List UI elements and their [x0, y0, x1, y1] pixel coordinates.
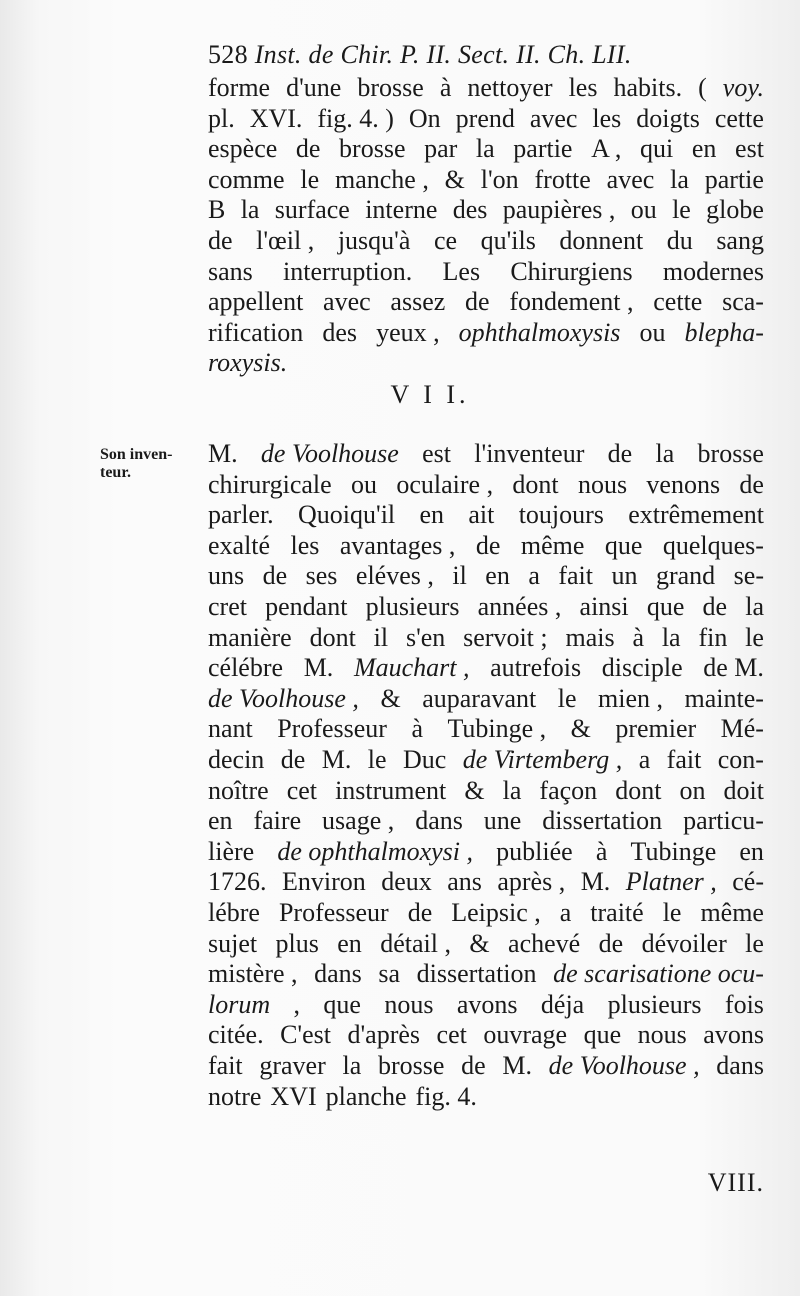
word: que — [323, 989, 361, 1019]
text-line — [208, 72, 764, 103]
text-line — [208, 805, 764, 836]
word: fait — [208, 1051, 243, 1080]
word: ou — [630, 195, 657, 225]
word: un — [611, 561, 638, 591]
word: lébre — [208, 898, 260, 927]
word: citée. — [208, 1020, 264, 1050]
text-line — [208, 438, 764, 469]
word: brosse — [377, 1051, 445, 1080]
text-line — [208, 713, 764, 744]
text-line — [208, 286, 764, 317]
word: par — [424, 134, 458, 164]
word: fondement , — [509, 287, 634, 317]
word: déja — [540, 989, 585, 1019]
word: cet — [436, 1020, 467, 1050]
word: mistère , — [208, 959, 298, 989]
word: M. — [208, 439, 238, 468]
word: disciple — [601, 653, 683, 683]
word: à — [595, 836, 608, 866]
word: toujours — [518, 500, 604, 530]
running-title: Inst. de Chir. P. II. Sect. II. Ch. LII. — [254, 40, 632, 69]
text-line — [208, 164, 764, 195]
word: fig. 4. — [415, 1081, 477, 1111]
running-header — [208, 40, 768, 70]
word: nous — [577, 469, 628, 499]
word: les — [568, 73, 598, 102]
word: dissertation — [416, 959, 537, 989]
word: les — [290, 530, 320, 560]
word: Les — [442, 256, 481, 286]
word: & — [444, 164, 465, 194]
word: interruption. — [283, 256, 413, 286]
text-line — [208, 194, 764, 225]
word: des — [322, 317, 358, 347]
word: 1726. — [208, 867, 267, 897]
word: ans — [447, 867, 482, 897]
word: manière — [208, 622, 292, 652]
word: de — [598, 928, 624, 958]
word: voy. — [722, 73, 764, 102]
word: de — [739, 469, 764, 499]
word: en — [337, 928, 362, 958]
word: ( — [698, 73, 707, 102]
word: la — [502, 775, 522, 805]
word: même — [700, 898, 764, 927]
word: venons — [646, 469, 721, 499]
word: Mé- — [720, 714, 764, 744]
word: façon — [539, 775, 598, 805]
text-line — [208, 622, 764, 653]
word: ouvrage — [483, 1020, 568, 1050]
word: nant — [208, 714, 253, 744]
word: avec — [529, 103, 578, 133]
word: à — [439, 73, 452, 102]
text-line — [208, 317, 764, 348]
word: ou — [351, 469, 378, 499]
word: de scarisatione ocu- — [553, 959, 764, 989]
text-line — [208, 836, 764, 867]
word: fig. 4. ) — [317, 103, 394, 133]
word: de — [465, 287, 490, 317]
word: avec — [606, 164, 655, 194]
word: modernes — [662, 256, 764, 286]
word: Duc — [402, 745, 447, 774]
word: se- — [733, 561, 764, 591]
word: Professeur — [277, 714, 387, 744]
word: fait — [558, 561, 594, 591]
word: paupières , — [502, 195, 616, 225]
word: sans — [208, 256, 253, 286]
word: en — [691, 134, 717, 164]
word: XVI. — [249, 103, 303, 133]
word: traité — [590, 898, 644, 927]
word: doit — [723, 775, 764, 805]
word: en — [208, 806, 233, 836]
word: sang — [716, 226, 764, 255]
word: la — [342, 1051, 362, 1080]
word: d'après — [347, 1020, 421, 1050]
word: le — [557, 683, 577, 713]
margin-note — [100, 446, 172, 482]
text-line — [208, 1050, 764, 1081]
word: la — [745, 592, 764, 621]
word: de — [702, 592, 728, 621]
word: brosse — [339, 134, 406, 164]
word: chirurgicale — [208, 469, 332, 499]
word: particu- — [683, 806, 764, 836]
catchword: VIII. — [707, 1168, 764, 1197]
word: noître — [208, 775, 269, 805]
text-line — [208, 133, 764, 164]
margin-note-line: teur. — [100, 464, 131, 481]
text-line — [208, 958, 764, 989]
word: l'on — [480, 164, 519, 194]
text-line — [208, 683, 764, 714]
margin-note-line: Son inven- — [100, 446, 173, 463]
word: nous — [384, 989, 434, 1019]
word: & — [469, 928, 490, 958]
text-line — [208, 989, 764, 1020]
word: cet — [286, 775, 318, 805]
word: les — [592, 103, 622, 133]
text-line — [208, 866, 764, 897]
word: que — [583, 1020, 622, 1050]
text-line — [208, 652, 764, 683]
word: manche , — [334, 164, 429, 194]
text-line — [208, 499, 764, 530]
word: le — [367, 745, 387, 774]
word: assez — [390, 287, 446, 317]
word: extrêmement — [628, 500, 764, 530]
word: & — [464, 775, 485, 805]
word: avons — [703, 1020, 764, 1050]
word: il — [373, 622, 389, 652]
word: la — [670, 164, 689, 194]
word: C'est — [280, 1020, 331, 1050]
word: partie — [513, 134, 573, 164]
word: le — [662, 898, 682, 927]
word: ce — [433, 226, 458, 255]
word: achevé — [508, 928, 581, 958]
word: des — [452, 195, 488, 225]
word: ophthalmoxysis — [458, 317, 621, 347]
word: est — [422, 439, 451, 468]
word: célébre — [208, 653, 284, 683]
word: cret — [208, 592, 247, 621]
word: grand — [655, 561, 716, 591]
word: yeux , — [376, 317, 440, 347]
word: On — [408, 103, 441, 133]
word: la — [655, 439, 675, 468]
word: la — [240, 195, 260, 225]
word: l'inventeur — [474, 439, 585, 468]
word: donnent — [559, 226, 644, 255]
word: servoit ; — [463, 622, 548, 652]
word: espèce — [208, 134, 278, 164]
word: Tubinge , — [447, 714, 547, 744]
word: a — [559, 898, 572, 927]
word: détail , — [380, 928, 451, 958]
word: blepha- — [684, 317, 764, 347]
word: Quoiqu'il — [298, 500, 396, 530]
word: nettoyer — [467, 73, 553, 102]
word: de — [280, 745, 306, 774]
word: de Voolhouse — [260, 439, 399, 468]
word: M. — [303, 653, 334, 683]
word: de — [407, 898, 433, 927]
text-line — [208, 103, 764, 134]
word: à — [632, 622, 644, 652]
word: M. — [502, 1051, 532, 1080]
word: plusieurs — [607, 989, 702, 1019]
word: lorum — [208, 989, 271, 1019]
word: pendant — [265, 592, 348, 621]
text-line — [208, 469, 764, 500]
word: brosse — [357, 73, 424, 102]
word: la — [475, 134, 495, 164]
word: A , — [591, 134, 622, 164]
word: instrument — [335, 775, 447, 805]
word: qu'ils — [480, 226, 536, 255]
word: forme — [208, 73, 271, 102]
text-line — [208, 928, 764, 959]
word: pl. — [208, 103, 235, 133]
word: appellent — [208, 287, 304, 317]
text-line — [208, 347, 764, 378]
word: mainte- — [684, 683, 764, 713]
word: mien , — [598, 683, 664, 713]
word: Leipsic , — [451, 898, 541, 927]
word: Chirurgiens — [510, 256, 633, 286]
word: de — [295, 134, 321, 164]
word: dans — [716, 1051, 764, 1080]
word: eléves , — [355, 561, 434, 591]
word: sujet — [208, 928, 258, 958]
word: de — [461, 1051, 486, 1080]
text-line — [208, 530, 764, 561]
word: dissertation — [542, 806, 663, 836]
word: fois — [724, 989, 764, 1019]
word: du — [666, 226, 693, 255]
word: prend — [455, 103, 515, 133]
word: sca- — [722, 287, 764, 317]
word: ait — [468, 500, 495, 530]
text-line — [208, 560, 764, 591]
text-line — [208, 225, 764, 256]
word: Tubinge — [630, 836, 717, 866]
word: d'une — [286, 73, 342, 102]
word: mais — [565, 622, 615, 652]
word: que — [604, 530, 643, 560]
word: dévoiler — [641, 928, 727, 958]
word: usage , — [322, 806, 395, 836]
word: le — [745, 928, 764, 958]
word: dont — [512, 469, 559, 499]
word: graver — [259, 1051, 326, 1080]
word: XVI — [270, 1081, 317, 1111]
word: a — [528, 561, 540, 591]
word: oculaire , — [396, 469, 494, 499]
word: lière — [208, 836, 255, 866]
text-line — [208, 591, 764, 622]
word: Mauchart , — [353, 653, 470, 683]
word: interne — [365, 195, 438, 225]
word: doigts — [636, 103, 700, 133]
word: une — [483, 806, 522, 836]
word: autrefois — [490, 653, 582, 683]
text-line — [208, 897, 764, 928]
word: planche — [325, 1081, 407, 1111]
word: rification — [208, 317, 304, 347]
text-line — [208, 256, 764, 287]
word: decin — [208, 745, 265, 774]
word: la — [661, 622, 681, 652]
word: premier — [615, 714, 697, 744]
word: & — [570, 714, 591, 744]
word: en — [739, 836, 764, 866]
word: brosse — [697, 439, 764, 468]
word: de ophthalmoxysi , — [277, 836, 474, 866]
word: comme — [208, 164, 285, 194]
word: dans — [314, 959, 362, 989]
word: auparavant — [422, 683, 537, 713]
word: globe — [706, 195, 764, 225]
word: dont — [309, 622, 356, 652]
word: surface — [274, 195, 350, 225]
word: jusqu'à — [337, 226, 411, 255]
word: de Voolhouse , — [548, 1051, 700, 1080]
text-line — [208, 744, 764, 775]
word: cette — [653, 287, 703, 317]
word: roxysis. — [208, 348, 288, 378]
word: B — [208, 195, 226, 225]
word: ainsi — [579, 592, 629, 621]
word: M. — [580, 867, 611, 897]
word: années , — [477, 592, 562, 621]
section-number: V I I. — [390, 380, 470, 409]
page-number: 528 — [208, 40, 248, 69]
word: & — [380, 683, 401, 713]
word: dont — [615, 775, 662, 805]
word: quelques- — [662, 530, 764, 560]
word: publiée — [496, 836, 573, 866]
word: uns — [208, 561, 245, 591]
word: en — [419, 500, 445, 530]
word: de — [262, 561, 288, 591]
word: le — [745, 622, 764, 652]
word: exalté — [208, 530, 271, 560]
text-line — [208, 1019, 764, 1050]
word: fin — [698, 622, 728, 652]
word: avons — [456, 989, 518, 1019]
word: a — [638, 745, 651, 774]
word: ses — [305, 561, 338, 591]
word: Professeur — [278, 898, 389, 927]
word: parler. — [208, 500, 274, 530]
word: notre — [208, 1081, 262, 1111]
word: le — [672, 195, 691, 225]
word: nous — [637, 1020, 687, 1050]
word: frotte — [534, 164, 591, 194]
word: qui — [640, 134, 674, 164]
word: habits. — [613, 73, 683, 102]
word: plusieurs — [365, 592, 460, 621]
word: Platner , — [625, 867, 717, 897]
word: faire — [253, 806, 302, 836]
word: le — [300, 164, 320, 194]
word: dans — [415, 806, 463, 836]
word: de M. — [703, 653, 764, 683]
word: on — [679, 775, 706, 805]
word: M. — [321, 745, 352, 774]
word: cé- — [732, 867, 764, 897]
word: même — [520, 530, 585, 560]
text-line — [208, 1081, 764, 1112]
word: est — [735, 134, 764, 164]
word: il — [452, 561, 467, 591]
word: de — [607, 439, 633, 468]
word: ou — [639, 317, 666, 347]
word: sa — [378, 959, 401, 989]
word: con- — [717, 745, 764, 774]
word: avantages , — [339, 530, 456, 560]
word: avec — [323, 287, 371, 317]
word: que — [646, 592, 685, 621]
word: Environ — [281, 867, 366, 897]
word: plus — [275, 928, 319, 958]
word: s'en — [405, 622, 446, 652]
word: de — [208, 226, 233, 255]
word: fait — [666, 745, 702, 774]
word: cette — [714, 103, 764, 133]
word: de — [475, 530, 501, 560]
word: partie — [704, 164, 764, 194]
word: de Virtemberg , — [462, 745, 623, 774]
word: l'œil , — [256, 226, 315, 255]
word: après , — [497, 867, 566, 897]
word: deux — [381, 867, 432, 897]
word: à — [411, 714, 423, 744]
text-line — [208, 775, 764, 806]
word: , — [293, 989, 301, 1019]
word: en — [485, 561, 510, 591]
word: de Voolhouse , — [208, 683, 359, 713]
